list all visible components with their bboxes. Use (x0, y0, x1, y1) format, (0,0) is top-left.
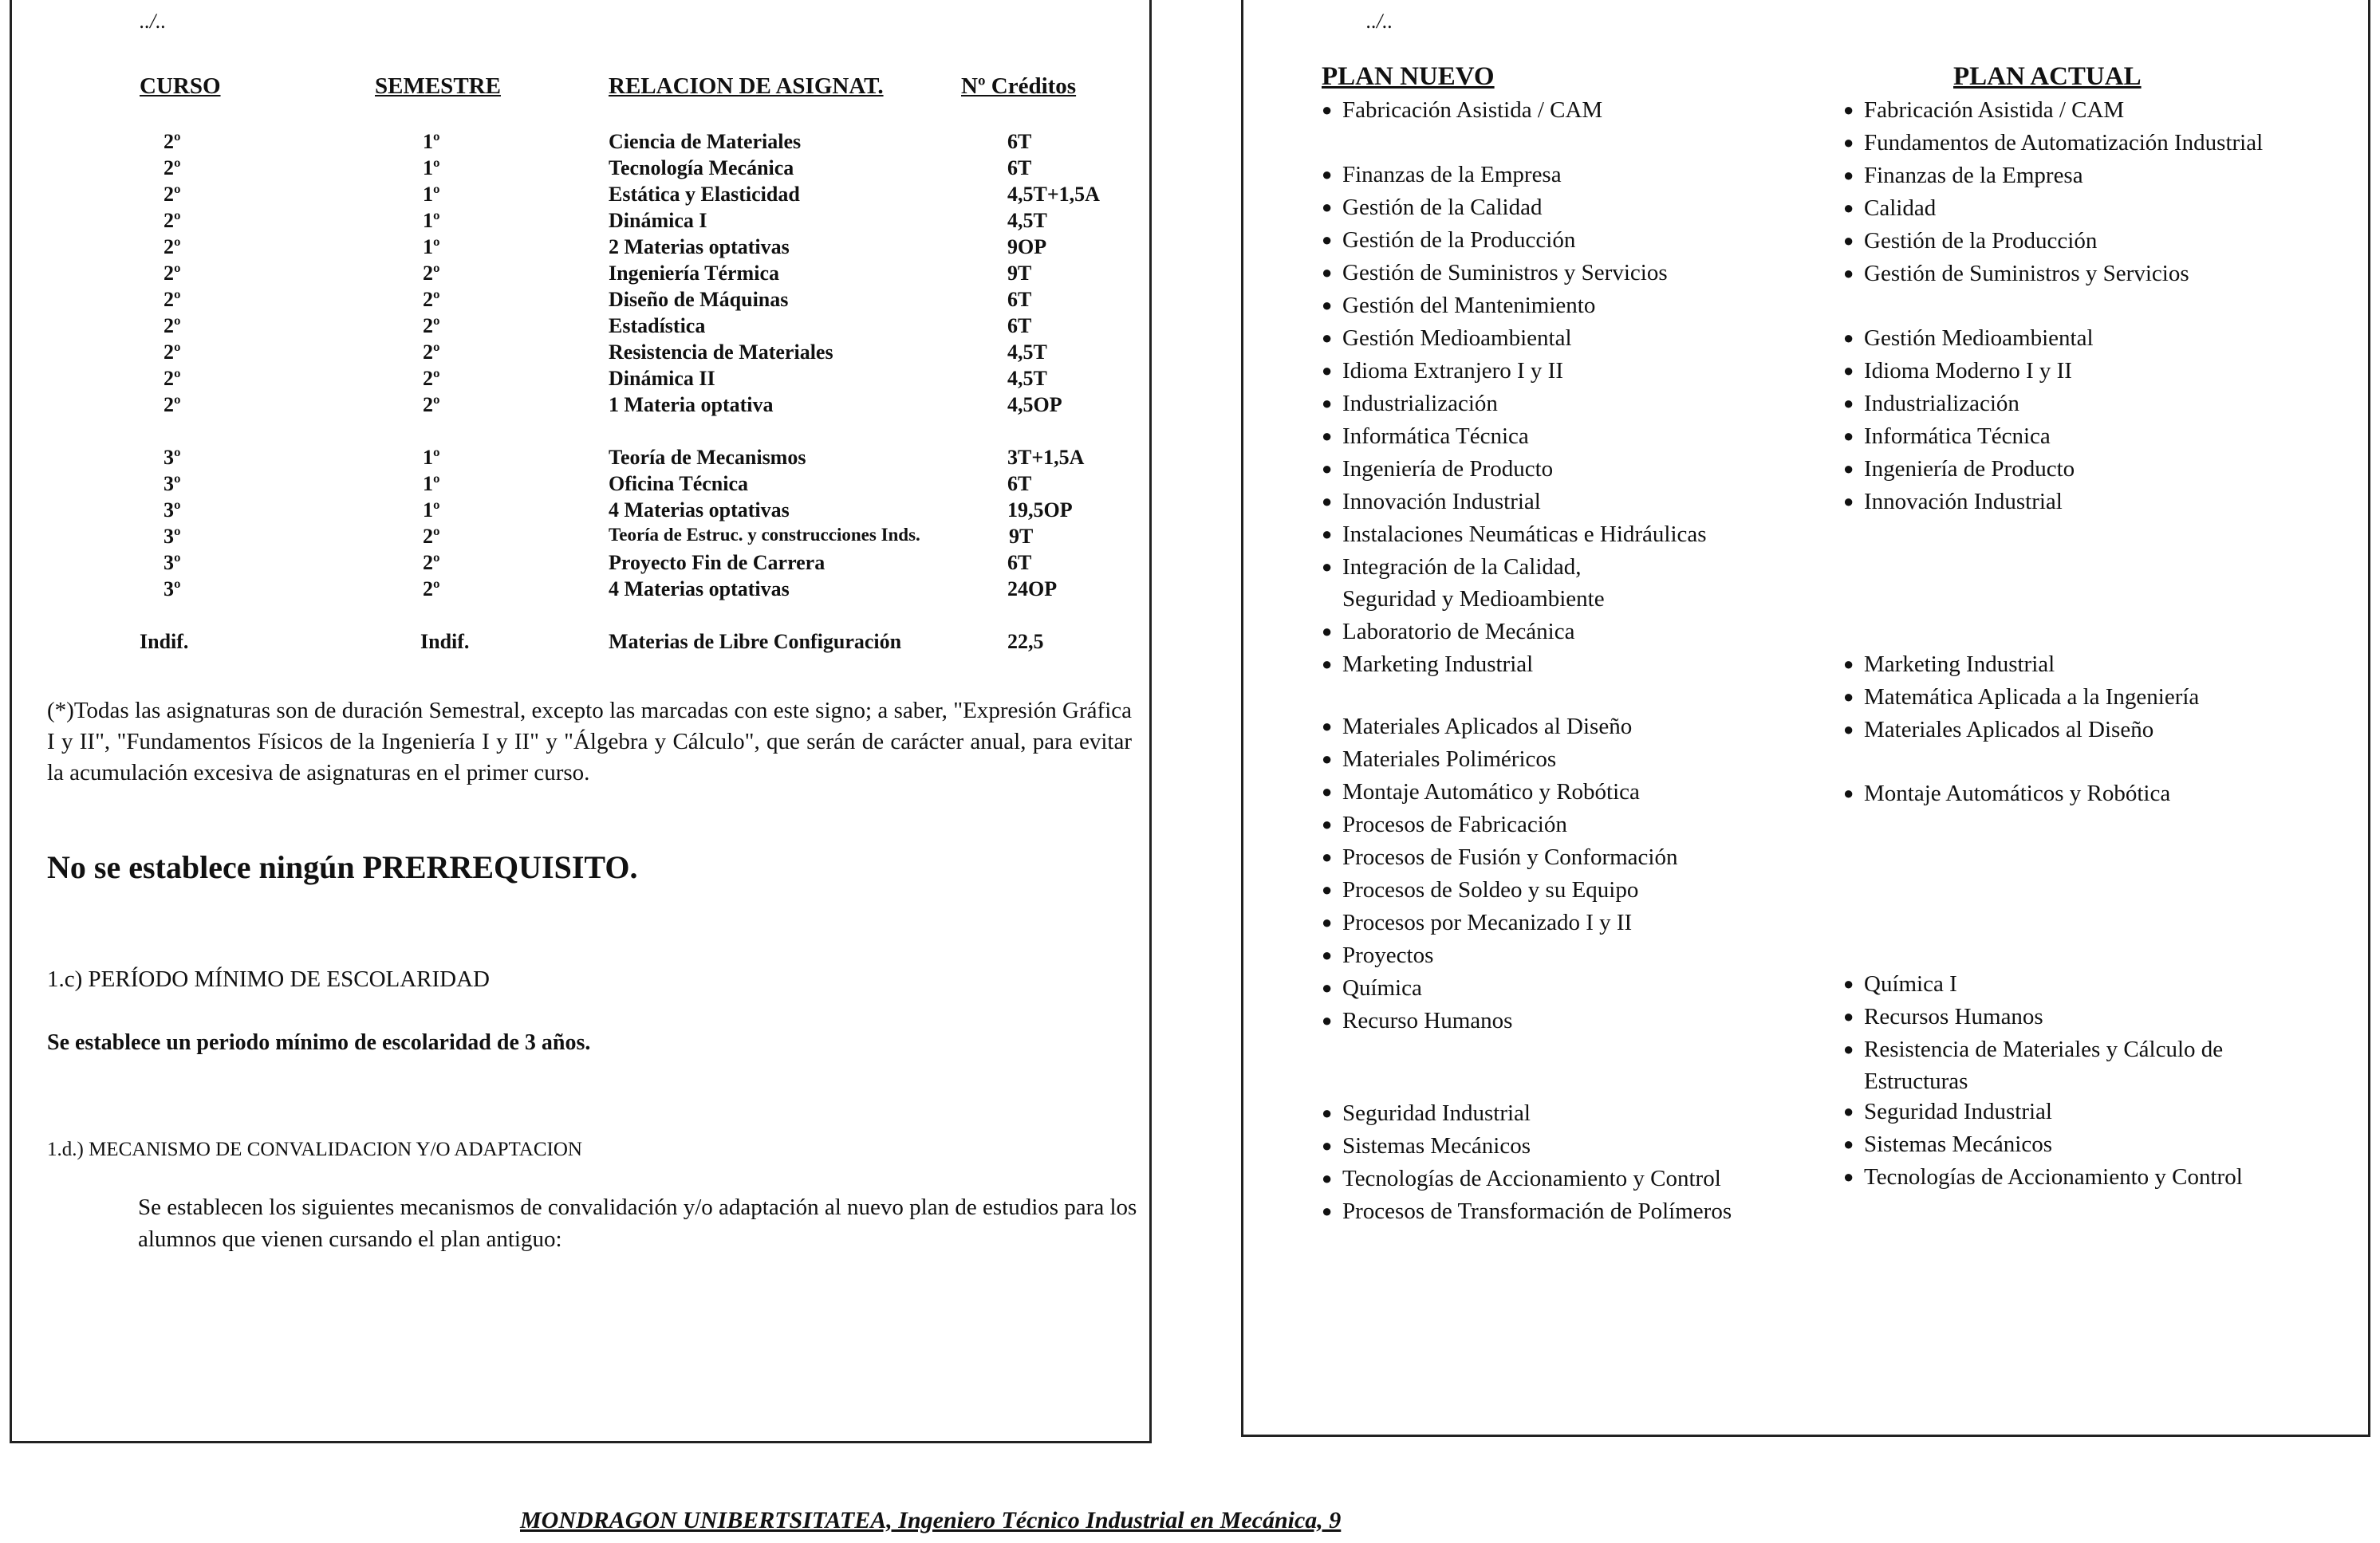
bullet-icon: ● (1322, 847, 1333, 867)
bullet-icon: ● (1322, 524, 1333, 544)
cell-semestre: 2º (423, 393, 440, 416)
cell-creditos: 4,5T (1007, 340, 1047, 364)
table-row (12, 314, 1129, 340)
cell-curso: 2º (164, 262, 181, 285)
cell-curso: 2º (164, 183, 181, 206)
table-row (12, 498, 1129, 525)
bullet-icon: ● (1322, 978, 1333, 998)
cell-asignatura: Oficina Técnica (609, 472, 749, 495)
bullet-icon: ● (1322, 100, 1333, 120)
cell-asignatura: Diseño de Máquinas (609, 288, 789, 311)
cell-creditos: 6T (1007, 551, 1032, 574)
table-row (12, 393, 1129, 419)
cell-curso: Indif. (140, 630, 189, 653)
cell-asignatura: Ciencia de Materiales (609, 130, 802, 153)
plan-actual-title: PLAN ACTUAL (1953, 62, 2142, 91)
bullet-icon: ● (1843, 1039, 1854, 1059)
cell-creditos: 24OP (1007, 577, 1058, 600)
bullet-icon: ● (1843, 783, 1854, 803)
table-row (12, 288, 1129, 314)
cell-curso: 2º (164, 288, 181, 311)
table-row (12, 183, 1129, 209)
cell-creditos: 9OP (1007, 235, 1047, 258)
bullet-icon: ● (1322, 262, 1333, 282)
table-row (12, 367, 1129, 393)
bullet-icon: ● (1322, 781, 1333, 801)
table-row (12, 472, 1129, 498)
section-1c-title: 1.c) PERÍODO MÍNIMO DE ESCOLARIDAD (47, 966, 490, 992)
continuation-mark: ../.. (140, 10, 167, 33)
table-row (12, 446, 1129, 472)
table-row (12, 340, 1129, 367)
table-row (12, 156, 1129, 183)
cell-asignatura: Dinámica II (609, 367, 715, 390)
bullet-icon: ● (1843, 1167, 1854, 1187)
cell-asignatura: Tecnología Mecánica (609, 156, 794, 179)
bullet-icon: ● (1843, 132, 1854, 152)
bullet-icon: ● (1843, 230, 1854, 250)
cell-curso: 2º (164, 156, 181, 179)
annual-subjects-note: (*)Todas las asignaturas son de duración Semestral, excepto las marcadas con este signo; a saber, "Expresión Gráfica I y II", "Fundamentos Físicos de la Ingeniería I y II" y "Álgebra y Cálculo", que serán de carácter anual, para evitar la acumulación excesiva de asignaturas en el primer curso. (47, 698, 1132, 785)
cell-semestre: 1º (423, 446, 440, 469)
bullet-icon: ● (1322, 654, 1333, 674)
bullet-icon: ● (1322, 360, 1333, 380)
bullet-icon: ● (1843, 1134, 1854, 1154)
cell-creditos: 4,5T (1007, 209, 1047, 232)
cell-asignatura: Resistencia de Materiales (609, 340, 833, 364)
bullet-icon: ● (1843, 1006, 1854, 1026)
section-1d-body: Se establecen los siguientes mecanismos de convalidación y/o adaptación al nuevo plan de estudios para los alumnos que vienen cursando el plan antiguo: (138, 1195, 1137, 1252)
header-asignaturas: RELACION DE ASIGNAT. (609, 73, 884, 99)
cell-creditos: 9T (1009, 525, 1034, 548)
bullet-icon: ● (1843, 100, 1854, 120)
table-row (12, 525, 1129, 551)
header-creditos: Nº Créditos (961, 73, 1077, 99)
bullet-icon: ● (1322, 230, 1333, 250)
cell-asignatura: 1 Materia optativa (609, 393, 774, 416)
bullet-icon: ● (1322, 295, 1333, 315)
bullet-icon: ● (1322, 1201, 1333, 1221)
header-semestre: SEMESTRE (375, 73, 501, 99)
cell-semestre: 1º (423, 472, 440, 495)
bullet-icon: ● (1322, 491, 1333, 511)
bullet-icon: ● (1322, 814, 1333, 834)
cell-curso: 2º (164, 340, 181, 364)
cell-semestre: 1º (423, 156, 440, 179)
bullet-icon: ● (1322, 945, 1333, 965)
cell-semestre: 2º (423, 262, 440, 285)
cell-curso: 2º (164, 314, 181, 337)
cell-semestre: 1º (423, 183, 440, 206)
cell-curso: 3º (164, 577, 181, 600)
bullet-icon: ● (1843, 459, 1854, 478)
cell-curso: 3º (164, 472, 181, 495)
bullet-icon: ● (1843, 426, 1854, 446)
cell-curso: 2º (164, 130, 181, 153)
cell-asignatura: Dinámica I (609, 209, 707, 232)
section-1d-title: 1.d.) MECANISMO DE CONVALIDACION Y/O ADAPTACION (47, 1139, 582, 1160)
cell-creditos: 6T (1007, 472, 1032, 495)
section-1c-body: Se establece un periodo mínimo de escolaridad de 3 años. (47, 1030, 591, 1055)
cell-creditos: 6T (1007, 288, 1032, 311)
bullet-icon: ● (1322, 1010, 1333, 1030)
bullet-icon: ● (1843, 393, 1854, 413)
bullet-icon: ● (1322, 557, 1333, 577)
bullet-icon: ● (1843, 974, 1854, 994)
continuation-mark: ../.. (1366, 10, 1393, 33)
bullet-icon: ● (1843, 491, 1854, 511)
cell-asignatura: Estadística (609, 314, 706, 337)
cell-asignatura: 4 Materias optativas (609, 577, 790, 600)
cell-asignatura: Teoría de Mecanismos (609, 446, 806, 469)
cell-semestre: 2º (423, 525, 440, 548)
cell-asignatura: Proyecto Fin de Carrera (609, 551, 826, 574)
cell-semestre: 2º (423, 288, 440, 311)
cell-semestre: Indif. (420, 630, 470, 653)
cell-creditos: 4,5T (1007, 367, 1047, 390)
table-row (12, 209, 1129, 235)
bullet-icon: ● (1322, 912, 1333, 932)
cell-curso: 2º (164, 393, 181, 416)
table-row (12, 262, 1129, 288)
bullet-icon: ● (1322, 621, 1333, 641)
bullet-icon: ● (1322, 164, 1333, 184)
table-row (12, 235, 1129, 262)
bullet-icon: ● (1322, 1103, 1333, 1123)
cell-semestre: 2º (423, 367, 440, 390)
bullet-icon: ● (1843, 165, 1854, 185)
bullet-icon: ● (1843, 654, 1854, 674)
bullet-icon: ● (1322, 393, 1333, 413)
cell-creditos: 3T+1,5A (1007, 446, 1085, 469)
cell-creditos: 6T (1007, 314, 1032, 337)
cell-semestre: 2º (423, 314, 440, 337)
cell-curso: 3º (164, 525, 181, 548)
cell-creditos: 6T (1007, 130, 1032, 153)
bullet-icon: ● (1322, 459, 1333, 478)
header-curso: CURSO (140, 73, 221, 99)
cell-asignatura: Materias de Libre Configuración (609, 630, 902, 653)
cell-curso: 3º (164, 498, 181, 522)
table-row (12, 551, 1129, 577)
bullet-icon: ● (1322, 197, 1333, 217)
table-row (12, 630, 1129, 656)
page-footer: MONDRAGON UNIBERTSITATEA, Ingeniero Técnico Industrial en Mecánica, 9 (520, 1507, 1342, 1533)
prerequisite-heading: No se establece ningún PRERREQUISITO. (47, 849, 638, 885)
cell-asignatura: Teoría de Estruc. y construcciones Inds. (609, 525, 920, 545)
bullet-icon: ● (1843, 328, 1854, 348)
bullet-icon: ● (1322, 1136, 1333, 1155)
bullet-icon: ● (1843, 687, 1854, 707)
cell-semestre: 2º (423, 340, 440, 364)
cell-asignatura: 2 Materias optativas (609, 235, 790, 258)
table-row (12, 577, 1129, 604)
bullet-icon: ● (1843, 360, 1854, 380)
plan-nuevo-title: PLAN NUEVO (1322, 62, 1495, 91)
cell-creditos: 19,5OP (1007, 498, 1073, 522)
table-row (12, 130, 1129, 156)
right-page: ../.. PLAN NUEVO PLAN ACTUAL ● Fabricación Asistida / CAM ● Finanzas de la Empresa ● Gestión de la Calidad ● Gestión de la Producción ● Gestión de Suministros y Servicios ● Gestión del Mantenimiento ● Gestión Medioambiental ● Idioma Extranjero I y II ● Industrialización ● Informática Técnica ● Ingeniería de Producto ● Innovación Industrial ● Instalaciones Neumáticas e Hidráulicas ● Integración de la Calidad, Seguridad y Medioambiente ● Laboratorio de Mecánica ● Marketing Industrial ● Materiales Aplicados al Diseño ● Materiales Poliméricos ● Montaje Automático y Robótica ● Procesos de Fabricación ● Procesos de Fusión y Conformación ● Procesos de Soldeo y su Equipo ● Procesos por Mecanizado I y II ● Proyectos ● Química ● Recurso Humanos ● Seguridad Industrial ● Sistemas Mecánicos ● Tecnologías de Accionamiento y Control ● Procesos de Transformación de Polímeros ● Fabricación Asistida / CAM ● Fundamentos de Automatización Industrial ● Finanzas de la Empresa ● Calidad ● Gestión de la Producción ● Gestión de Suministros y Servicios ● Gestión Medioambiental ● Idioma Moderno I y II ● Industrialización ● Informática Técnica ● Ingeniería de Producto ● Innovación Industrial ● Marketing Industrial ● Matemática Aplicada a la Ingeniería ● Materiales Aplicados al Diseño ● Montaje Automáticos y Robótica ● Química I ● Recursos Humanos ● Resistencia de Materiales y Cálculo de Estructuras ● Seguridad Industrial ● Sistemas Mecánicos ● Tecnologías de Accionamiento y Control (1241, 0, 2370, 1437)
bullet-icon: ● (1322, 749, 1333, 769)
cell-curso: 2º (164, 367, 181, 390)
cell-semestre: 2º (423, 577, 440, 600)
cell-creditos: 22,5 (1007, 630, 1044, 653)
bullet-icon: ● (1843, 198, 1854, 218)
cell-semestre: 1º (423, 130, 440, 153)
cell-curso: 2º (164, 235, 181, 258)
cell-curso: 2º (164, 209, 181, 232)
cell-semestre: 1º (423, 235, 440, 258)
bullet-icon: ● (1322, 716, 1333, 736)
bullet-icon: ● (1322, 880, 1333, 899)
bullet-icon: ● (1322, 426, 1333, 446)
cell-asignatura: Estática y Elasticidad (609, 183, 800, 206)
cell-creditos: 4,5OP (1007, 393, 1062, 416)
bullet-icon: ● (1322, 328, 1333, 348)
cell-curso: 3º (164, 446, 181, 469)
cell-semestre: 2º (423, 551, 440, 574)
cell-semestre: 1º (423, 498, 440, 522)
bullet-icon: ● (1322, 1168, 1333, 1188)
bullet-icon: ● (1843, 1101, 1854, 1121)
cell-asignatura: 4 Materias optativas (609, 498, 790, 522)
left-page (10, 0, 1152, 1443)
cell-creditos: 4,5T+1,5A (1007, 183, 1100, 206)
bullet-icon: ● (1843, 719, 1854, 739)
bullet-icon: ● (1843, 263, 1854, 283)
cell-asignatura: Ingeniería Térmica (609, 262, 779, 285)
cell-curso: 3º (164, 551, 181, 574)
cell-creditos: 9T (1007, 262, 1032, 285)
cell-creditos: 6T (1007, 156, 1032, 179)
cell-semestre: 1º (423, 209, 440, 232)
